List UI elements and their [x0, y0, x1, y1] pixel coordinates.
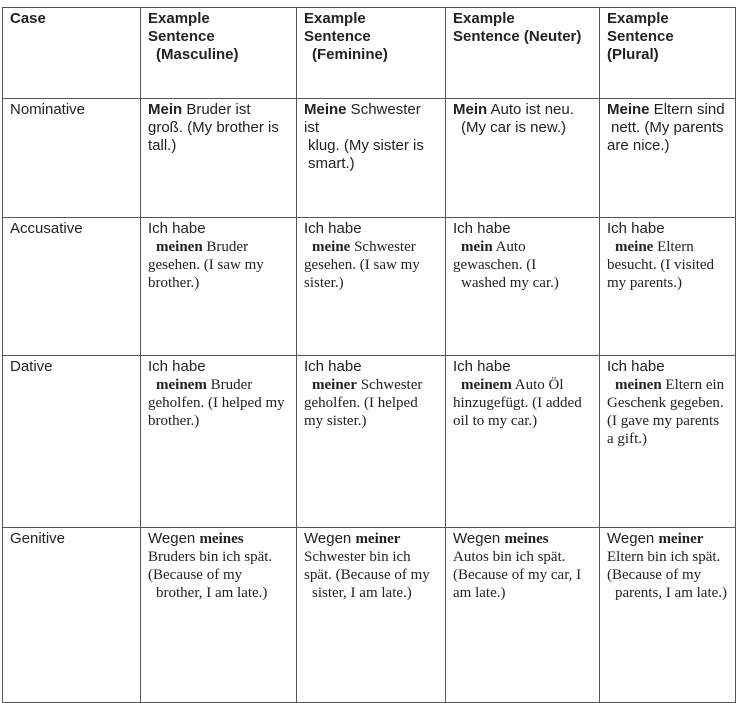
- article: meiner: [355, 531, 401, 547]
- sentence-cont: nett. (My parents are nice.): [607, 119, 724, 154]
- lead: Ich habe: [607, 358, 665, 375]
- case-label: Nominative: [3, 99, 141, 218]
- cell-genitive-plural: [600, 528, 736, 703]
- article: meines: [504, 531, 549, 547]
- article: meine: [615, 239, 654, 255]
- article: Meine: [607, 101, 650, 118]
- lead: Wegen: [304, 530, 356, 547]
- sentence: Autos bin ich spät. (Because of my car, I am late.): [453, 549, 582, 601]
- header-plur-line2: Sentence: [607, 28, 674, 45]
- cell-nominative-masculine: [141, 99, 297, 218]
- sentence: Auto ist neu.: [487, 101, 574, 118]
- cell-accusative-plural: [600, 218, 736, 356]
- header-plur-line3: (Plural): [607, 46, 659, 63]
- lead: Ich habe: [148, 358, 206, 375]
- lead: Wegen: [453, 530, 505, 547]
- article: meinem: [156, 377, 207, 393]
- cell-accusative-masculine: [141, 218, 297, 356]
- sentence: Bruder gesehen. (I saw my brother.): [148, 239, 264, 291]
- article: meiner: [312, 377, 357, 393]
- sentence-cont: brother, I am late.): [156, 585, 268, 601]
- article: meinen: [615, 377, 662, 393]
- table-row-nominative: [3, 99, 736, 218]
- lead: Ich habe: [607, 220, 665, 237]
- table-row-accusative: [3, 218, 736, 356]
- header-masculine: [141, 8, 297, 99]
- lead: Wegen: [607, 530, 659, 547]
- lead: Wegen: [148, 530, 200, 547]
- case-label: Accusative: [3, 218, 141, 356]
- sentence: Bruder ist groß. (My brother is tall.): [148, 101, 279, 154]
- header-fem-line2: Sentence: [304, 28, 371, 45]
- article: meine: [312, 239, 351, 255]
- cell-genitive-masculine: [141, 528, 297, 703]
- header-case: [3, 8, 141, 99]
- header-masc-line2: Sentence: [148, 28, 215, 45]
- cell-nominative-neuter: [446, 99, 600, 218]
- lead: Ich habe: [453, 220, 511, 237]
- article: meines: [199, 531, 244, 547]
- header-row: [3, 8, 736, 99]
- cell-genitive-feminine: [297, 528, 446, 703]
- sentence: Schwester gesehen. (I saw my sister.): [304, 239, 420, 291]
- sentence-cont: sister, I am late.): [312, 585, 412, 601]
- article: meinen: [156, 239, 203, 255]
- header-masc-line1: Example: [148, 10, 210, 27]
- sentence: Eltern besucht. (I visited my parents.): [607, 239, 715, 291]
- table-row-genitive: [3, 528, 736, 703]
- sentence: Auto Öl hinzugefügt. (I added oil to my car.): [453, 377, 582, 429]
- case-table: [2, 7, 736, 703]
- header-neut-line2: Sentence (Neuter): [453, 28, 582, 45]
- cell-accusative-feminine: [297, 218, 446, 356]
- sentence: Schwester ist: [304, 101, 421, 136]
- header-plur-line1: Example: [607, 10, 669, 27]
- header-fem-line1: Example: [304, 10, 366, 27]
- lead: Ich habe: [304, 358, 362, 375]
- article: Meine: [304, 101, 347, 118]
- article: meiner: [658, 531, 704, 547]
- header-neuter: [446, 8, 600, 99]
- cell-dative-masculine: [141, 356, 297, 528]
- article: Mein: [148, 101, 183, 118]
- lead: Ich habe: [453, 358, 511, 375]
- cell-nominative-feminine: [297, 99, 446, 218]
- header-feminine: [297, 8, 446, 99]
- cell-accusative-neuter: [446, 218, 600, 356]
- sentence-cont: (My car is new.): [461, 119, 567, 136]
- lead: Ich habe: [148, 220, 206, 237]
- case-label: Genitive: [3, 528, 141, 703]
- sentence: Eltern sind: [649, 101, 725, 118]
- article: mein: [461, 239, 493, 255]
- sentence-cont: parents, I am late.): [615, 585, 728, 601]
- header-masc-line3: (Masculine): [156, 46, 239, 63]
- cell-dative-neuter: [446, 356, 600, 528]
- sentence-cont: klug. (My sister is smart.): [308, 137, 424, 172]
- sentence: Bruders bin ich spät. (Because of my: [148, 549, 273, 583]
- case-label: Dative: [3, 356, 141, 528]
- sentence: Schwester bin ich spät. (Because of my: [304, 549, 430, 583]
- header-fem-line3: (Feminine): [312, 46, 388, 63]
- header-case-label: Case: [10, 10, 46, 27]
- article: meinem: [461, 377, 512, 393]
- header-neut-line1: Example: [453, 10, 515, 27]
- header-plural: [600, 8, 736, 99]
- cell-dative-plural: [600, 356, 736, 528]
- sentence: Schwester geholfen. (I helped my sister.): [304, 377, 423, 429]
- cell-nominative-plural: [600, 99, 736, 218]
- sentence: Bruder geholfen. (I helped my brother.): [148, 377, 285, 429]
- lead: Ich habe: [304, 220, 362, 237]
- sentence: Auto gewaschen. (I: [453, 239, 537, 273]
- article: Mein: [453, 101, 488, 118]
- sentence: Eltern ein Geschenk gegeben. (I gave my parents a gift.): [607, 377, 725, 447]
- table-row-dative: [3, 356, 736, 528]
- sentence: Eltern bin ich spät. (Because of my: [607, 549, 721, 583]
- cell-genitive-neuter: [446, 528, 600, 703]
- cell-dative-feminine: [297, 356, 446, 528]
- sentence-cont: washed my car.): [461, 275, 559, 291]
